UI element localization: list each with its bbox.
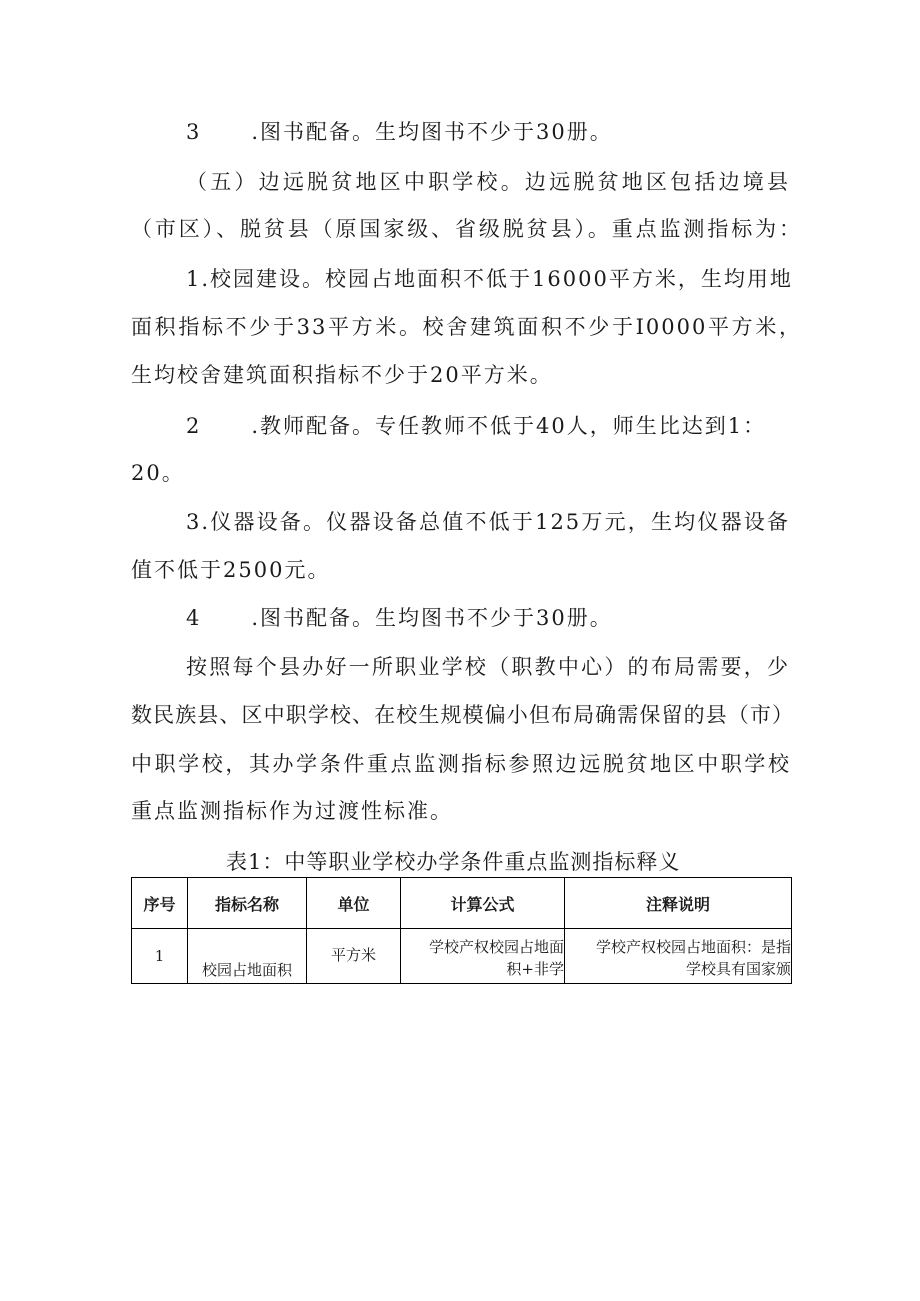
table-header-row: [132, 878, 792, 929]
item-text: .图书配备。生均图书不少于30册。: [251, 606, 613, 630]
section-text-line: （市区）、脱贫县（原国家级、省级脱贫县）。重点监测指标为：: [131, 217, 802, 241]
teachers-continuation-line: 20。: [131, 461, 185, 485]
table-row: [132, 929, 792, 984]
layout-note-line: 按照每个县办好一所职业学校（职教中心）的布局需要，少: [186, 655, 790, 679]
cell-indicator-name: [188, 929, 307, 984]
item-number: 3: [186, 120, 202, 144]
indicator-table: [131, 877, 792, 984]
note-line: 学校具有国家颁: [685, 960, 791, 978]
item-text: .图书配备。生均图书不少于30册。: [251, 120, 613, 144]
campus-construction-line: 生均校舍建筑面积指标不少于20平方米。: [131, 363, 553, 387]
cell-note: [565, 929, 792, 984]
header-note: 注释说明: [565, 878, 792, 929]
equipment-line: 值不低于2500元。: [131, 558, 331, 582]
header-indicator-name: 指标名称: [188, 878, 307, 929]
note-line: 学校产权校园占地面积：是指: [595, 938, 791, 956]
formula-line: 学校产权校园占地面: [428, 938, 564, 956]
campus-construction-line: 面积指标不少于33平方米。校舍建筑面积不少于I0000平方米，: [131, 315, 802, 339]
equipment-line: 3.仪器设备。仪器设备总值不低于125万元，生均仪器设备: [186, 510, 790, 534]
layout-note-line: 数民族县、区中职学校、在校生规模偏小但布局确需保留的县（市）: [131, 703, 793, 727]
header-seq: 序号: [132, 878, 188, 929]
formula-line: 积+非学: [506, 960, 564, 978]
layout-note-line: 重点监测指标作为过渡性标准。: [131, 799, 453, 823]
indicator-name-value: 校园占地面积: [201, 961, 292, 979]
unit-value: 平方米: [330, 946, 376, 964]
layout-note-line: 中职学校，其办学条件重点监测指标参照边远脱贫地区中职学校: [131, 752, 791, 776]
paragraph-item-2-teachers: [186, 412, 766, 440]
campus-construction-line: 1.校园建设。校园占地面积不低于16000平方米，生均用地: [186, 267, 793, 291]
header-formula: 计算公式: [401, 878, 565, 929]
seq-value: 1: [154, 947, 165, 965]
section-heading-line: （五）边远脱贫地区中职学校。边远脱贫地区包括边境县: [186, 170, 790, 194]
cell-formula: [401, 929, 565, 984]
cell-seq: [132, 929, 188, 984]
table-caption: 表1：中等职业学校办学条件重点监测指标释义: [226, 850, 681, 874]
paragraph-item-3-books: [186, 118, 613, 146]
item-number: 2: [186, 414, 202, 438]
header-unit: 单位: [307, 878, 401, 929]
cell-unit: [307, 929, 401, 984]
paragraph-item-4-books: [186, 604, 613, 632]
item-number: 4: [186, 606, 202, 630]
item-text: .教师配备。专任教师不低于40人，师生比达到1：: [251, 414, 767, 438]
